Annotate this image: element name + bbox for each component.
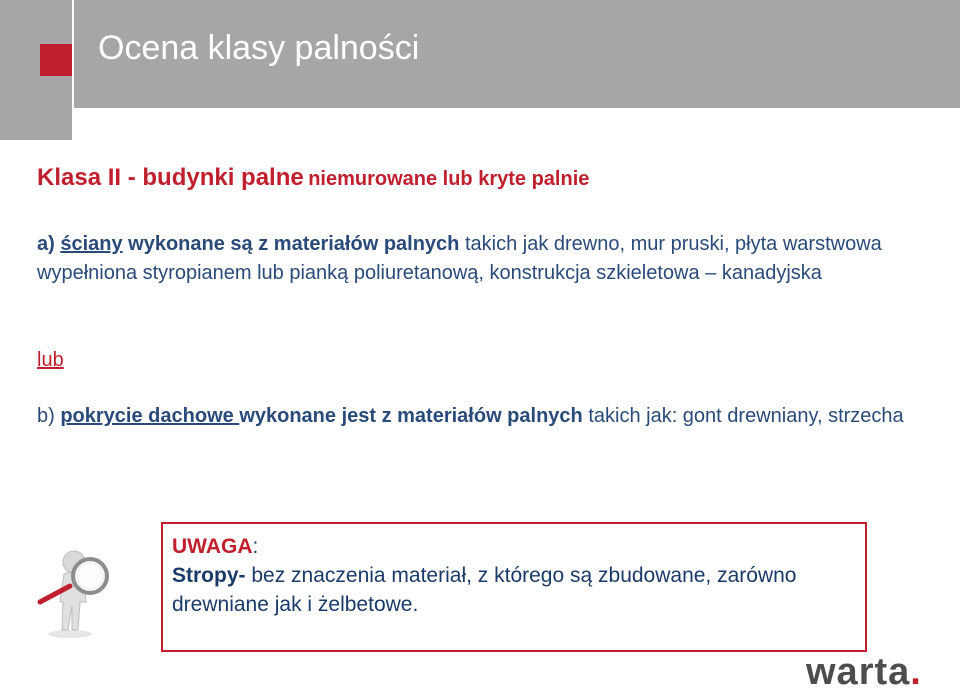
note-label: UWAGA bbox=[172, 535, 253, 558]
para-b-bold: wykonane jest z materiałów palnych bbox=[239, 405, 583, 427]
lub-connector: lub bbox=[37, 349, 64, 371]
magnifier-figure-icon bbox=[30, 540, 130, 640]
note-body: bez znaczenia materiał, z którego są zbudowane, zarówno drewniane jak i żelbetowe. bbox=[172, 564, 797, 616]
para-b-underlined: pokrycie dachowe bbox=[60, 405, 240, 427]
note-colon: : bbox=[252, 535, 259, 558]
class-heading-main: Klasa II - budynki palne bbox=[37, 164, 304, 191]
note-bold: Stropy- bbox=[172, 564, 246, 587]
para-a-text: takich jak drewno, mur pruski, płyta warstwowa wypełniona styropianem lub pianką poliuretanową, konstrukcja szkieletowa – kanadyjska bbox=[37, 233, 882, 284]
para-b-prefix: b) bbox=[37, 405, 61, 427]
paragraph-b bbox=[37, 402, 917, 431]
para-a-prefix: a) bbox=[37, 233, 61, 255]
logo-text: warta bbox=[806, 651, 911, 693]
logo-dot: . bbox=[910, 651, 922, 693]
note-text bbox=[172, 532, 852, 619]
header-divider-vertical bbox=[72, 0, 74, 140]
accent-square bbox=[40, 44, 72, 76]
warta-logo bbox=[806, 650, 922, 694]
para-a-underlined: ściany bbox=[60, 233, 123, 255]
class-heading bbox=[37, 163, 589, 196]
para-b-text: takich jak: gont drewniany, strzecha bbox=[582, 405, 904, 427]
slide-title: Ocena klasy palności bbox=[98, 29, 420, 67]
paragraph-a bbox=[37, 230, 917, 288]
class-heading-sub: niemurowane lub kryte palnie bbox=[308, 168, 590, 190]
para-a-bold: wykonane są z materiałów palnych bbox=[122, 233, 460, 255]
header-divider-horizontal bbox=[74, 108, 960, 110]
